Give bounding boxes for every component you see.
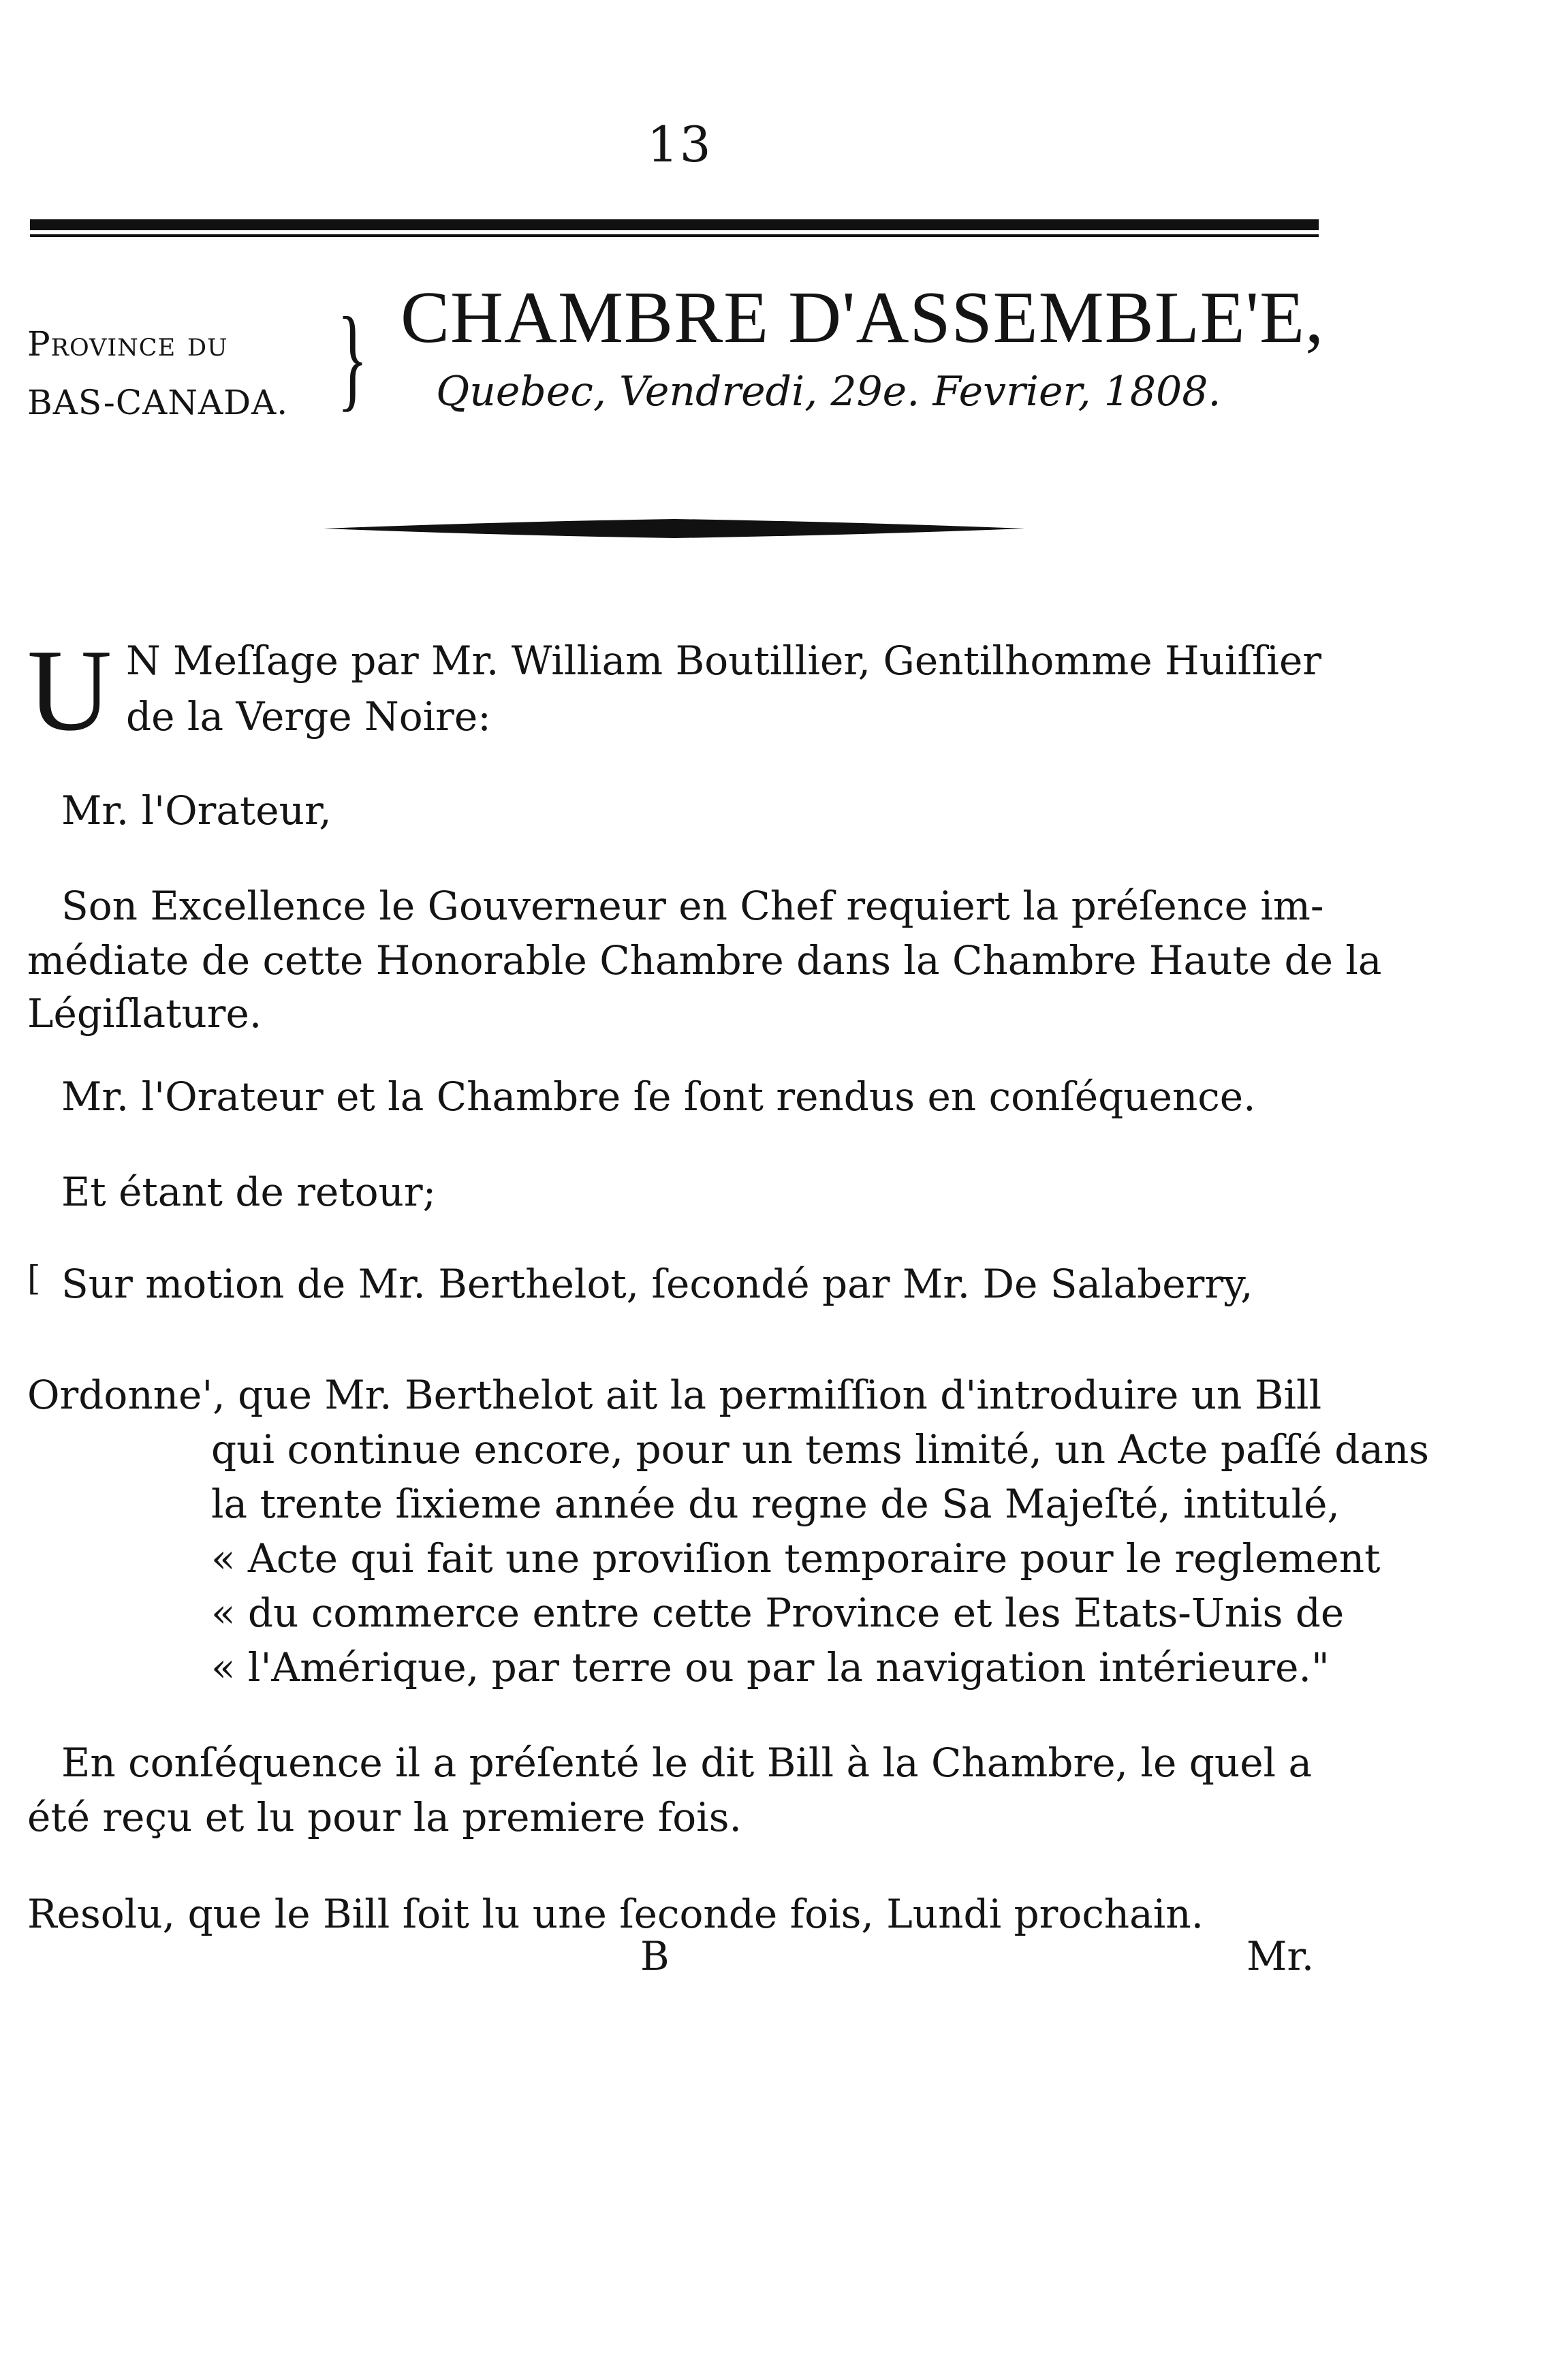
paragraph-3: Et étant de retour; (61, 1169, 437, 1215)
ornamental-rule (324, 519, 1025, 538)
paragraph-5-line-2: été reçu et lu pour la premiere fois. (27, 1794, 742, 1840)
ordonne-line-5: « du commerce entre cette Province et les Etats-Unis de (211, 1590, 1345, 1636)
header-rule-thin (30, 234, 1319, 237)
paragraph-2: Mr. l'Orateur et la Chambre ſe ſont rendus en conſéquence. (61, 1073, 1256, 1120)
paragraph-5-line-1: En conſéquence il a préſenté le dit Bill à la Chambre, le quel a (61, 1740, 1313, 1786)
ordonne-line-6: « l'Amérique, par terre ou par la navigation intérieure." (211, 1644, 1330, 1691)
signature-mark: B (640, 1933, 670, 1979)
margin-mark: [ (27, 1259, 41, 1298)
intro-line-1: N Meſſage par Mr. William Boutillier, Gentilhomme Huiſſier (126, 638, 1322, 684)
province-line-1: Province du (27, 324, 228, 364)
brace-glyph: } (337, 294, 368, 422)
catchword: Mr. (1246, 1933, 1315, 1979)
paragraph-4: Sur motion de Mr. Berthelot, ſecondé par Mr. De Salaberry, (61, 1261, 1253, 1307)
province-line-2: BAS-CANADA. (27, 383, 289, 422)
province-label (27, 315, 288, 432)
intro-line-2: de la Verge Noire: (126, 693, 491, 740)
session-date: Quebec, Vendredi, 29e. Fevrier, 1808. (436, 368, 1221, 415)
drop-cap: U (27, 626, 112, 755)
salutation: Mr. l'Orateur, (61, 787, 332, 834)
chamber-title: CHAMBRE D'ASSEMBLE'E, (401, 277, 1325, 358)
resolu-line: Resolu, que le Bill ſoit lu une ſeconde fois, Lundi prochain. (27, 1891, 1204, 1937)
page-number: 13 (647, 116, 712, 173)
ordonne-line-2: qui continue encore, pour un tems limité, un Acte paſſé dans (211, 1426, 1430, 1473)
header-rule-thick (30, 219, 1319, 230)
paragraph-1-line-3: Légiſlature. (27, 990, 262, 1037)
ordonne-line-4: « Acte qui fait une proviſion temporaire pour le reglement (211, 1535, 1381, 1582)
paragraph-1-line-1: Son Excellence le Gouverneur en Chef requiert la préſence im- (61, 883, 1324, 929)
ordonne-line-3: la trente ſixieme année du regne de Sa Majeſté, intitulé, (211, 1481, 1340, 1527)
paragraph-1-line-2: médiate de cette Honorable Chambre dans la Chambre Haute de la (27, 937, 1382, 984)
ordonne-line-1: Ordonne', que Mr. Berthelot ait la permiſſion d'introduire un Bill (27, 1372, 1322, 1418)
